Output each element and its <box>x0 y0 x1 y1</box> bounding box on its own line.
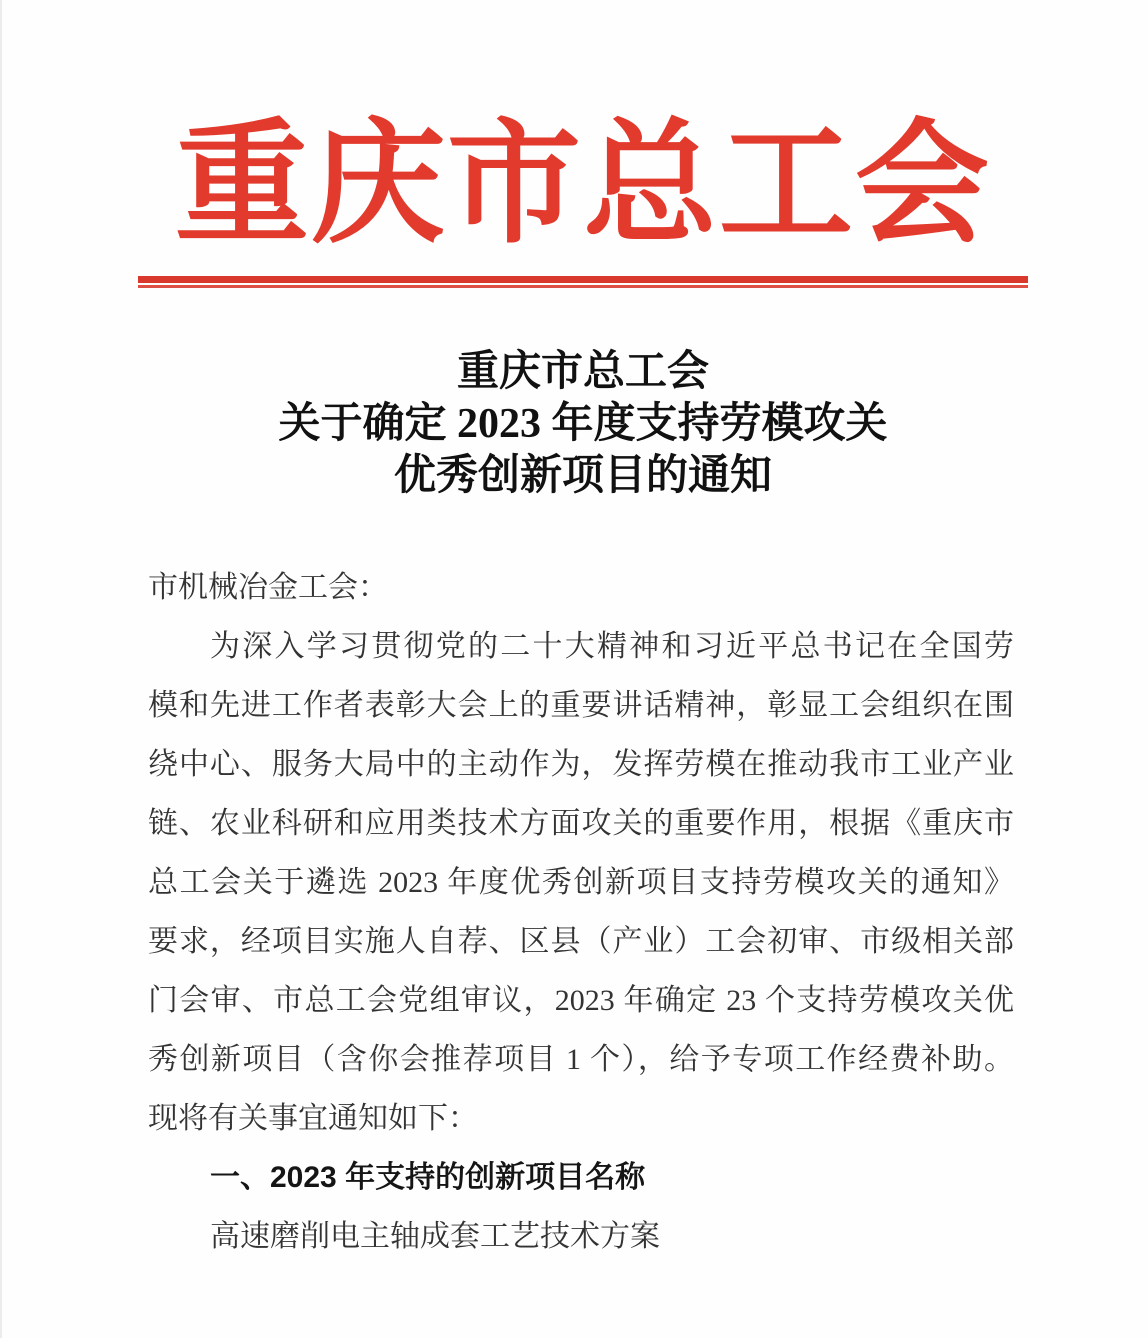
paragraph-line: 要求，经项目实施人自荐、区县（产业）工会初审、市级相关部 <box>148 925 1014 959</box>
document-title-line-1: 重庆市总工会 <box>456 349 709 396</box>
letterhead <box>138 108 1028 288</box>
paragraph-line: 绕中心、服务大局中的主动作为，发挥劳模在推动我市工业产业 <box>148 748 1014 782</box>
project-name: 高速磨削电主轴成套工艺技术方案 <box>210 1220 660 1254</box>
paragraph-line: 门会审、市总工会党组审议，2023 年确定 23 个支持劳模攻关优 <box>148 984 1014 1018</box>
paragraph-line: 总工会关于遴选 2023 年度优秀创新项目支持劳模攻关的通知》 <box>148 866 1014 900</box>
document-title <box>138 346 1028 502</box>
document-title-line-2: 关于确定 2023 年度支持劳模攻关 <box>278 401 888 448</box>
paragraph-line: 模和先进工作者表彰大会上的重要讲话精神，彰显工会组织在围 <box>148 689 1014 723</box>
salutation: 市机械冶金工会： <box>148 571 388 605</box>
letterhead-title: 重庆市总工会 <box>174 111 991 259</box>
main-paragraph <box>148 617 1014 1148</box>
divider-thick-line <box>138 276 1028 283</box>
paragraph-line: 秀创新项目（含你会推荐项目 1 个），给予专项工作经费补助。 <box>148 1043 1014 1077</box>
document-title-line-3: 优秀创新项目的通知 <box>393 453 772 500</box>
letterhead-divider <box>138 276 1028 288</box>
section-heading: 一、2023 年支持的创新项目名称 <box>210 1161 646 1195</box>
document-body <box>148 558 1014 1266</box>
paragraph-line: 链、农业科研和应用类技术方面攻关的重要作用，根据《重庆市 <box>148 807 1014 841</box>
paragraph-line: 为深入学习贯彻党的二十大精神和习近平总书记在全国劳 <box>210 630 1014 664</box>
divider-thin-line <box>138 285 1028 288</box>
document-page <box>138 0 1028 1266</box>
paragraph-line: 现将有关事宜通知如下： <box>148 1102 478 1136</box>
